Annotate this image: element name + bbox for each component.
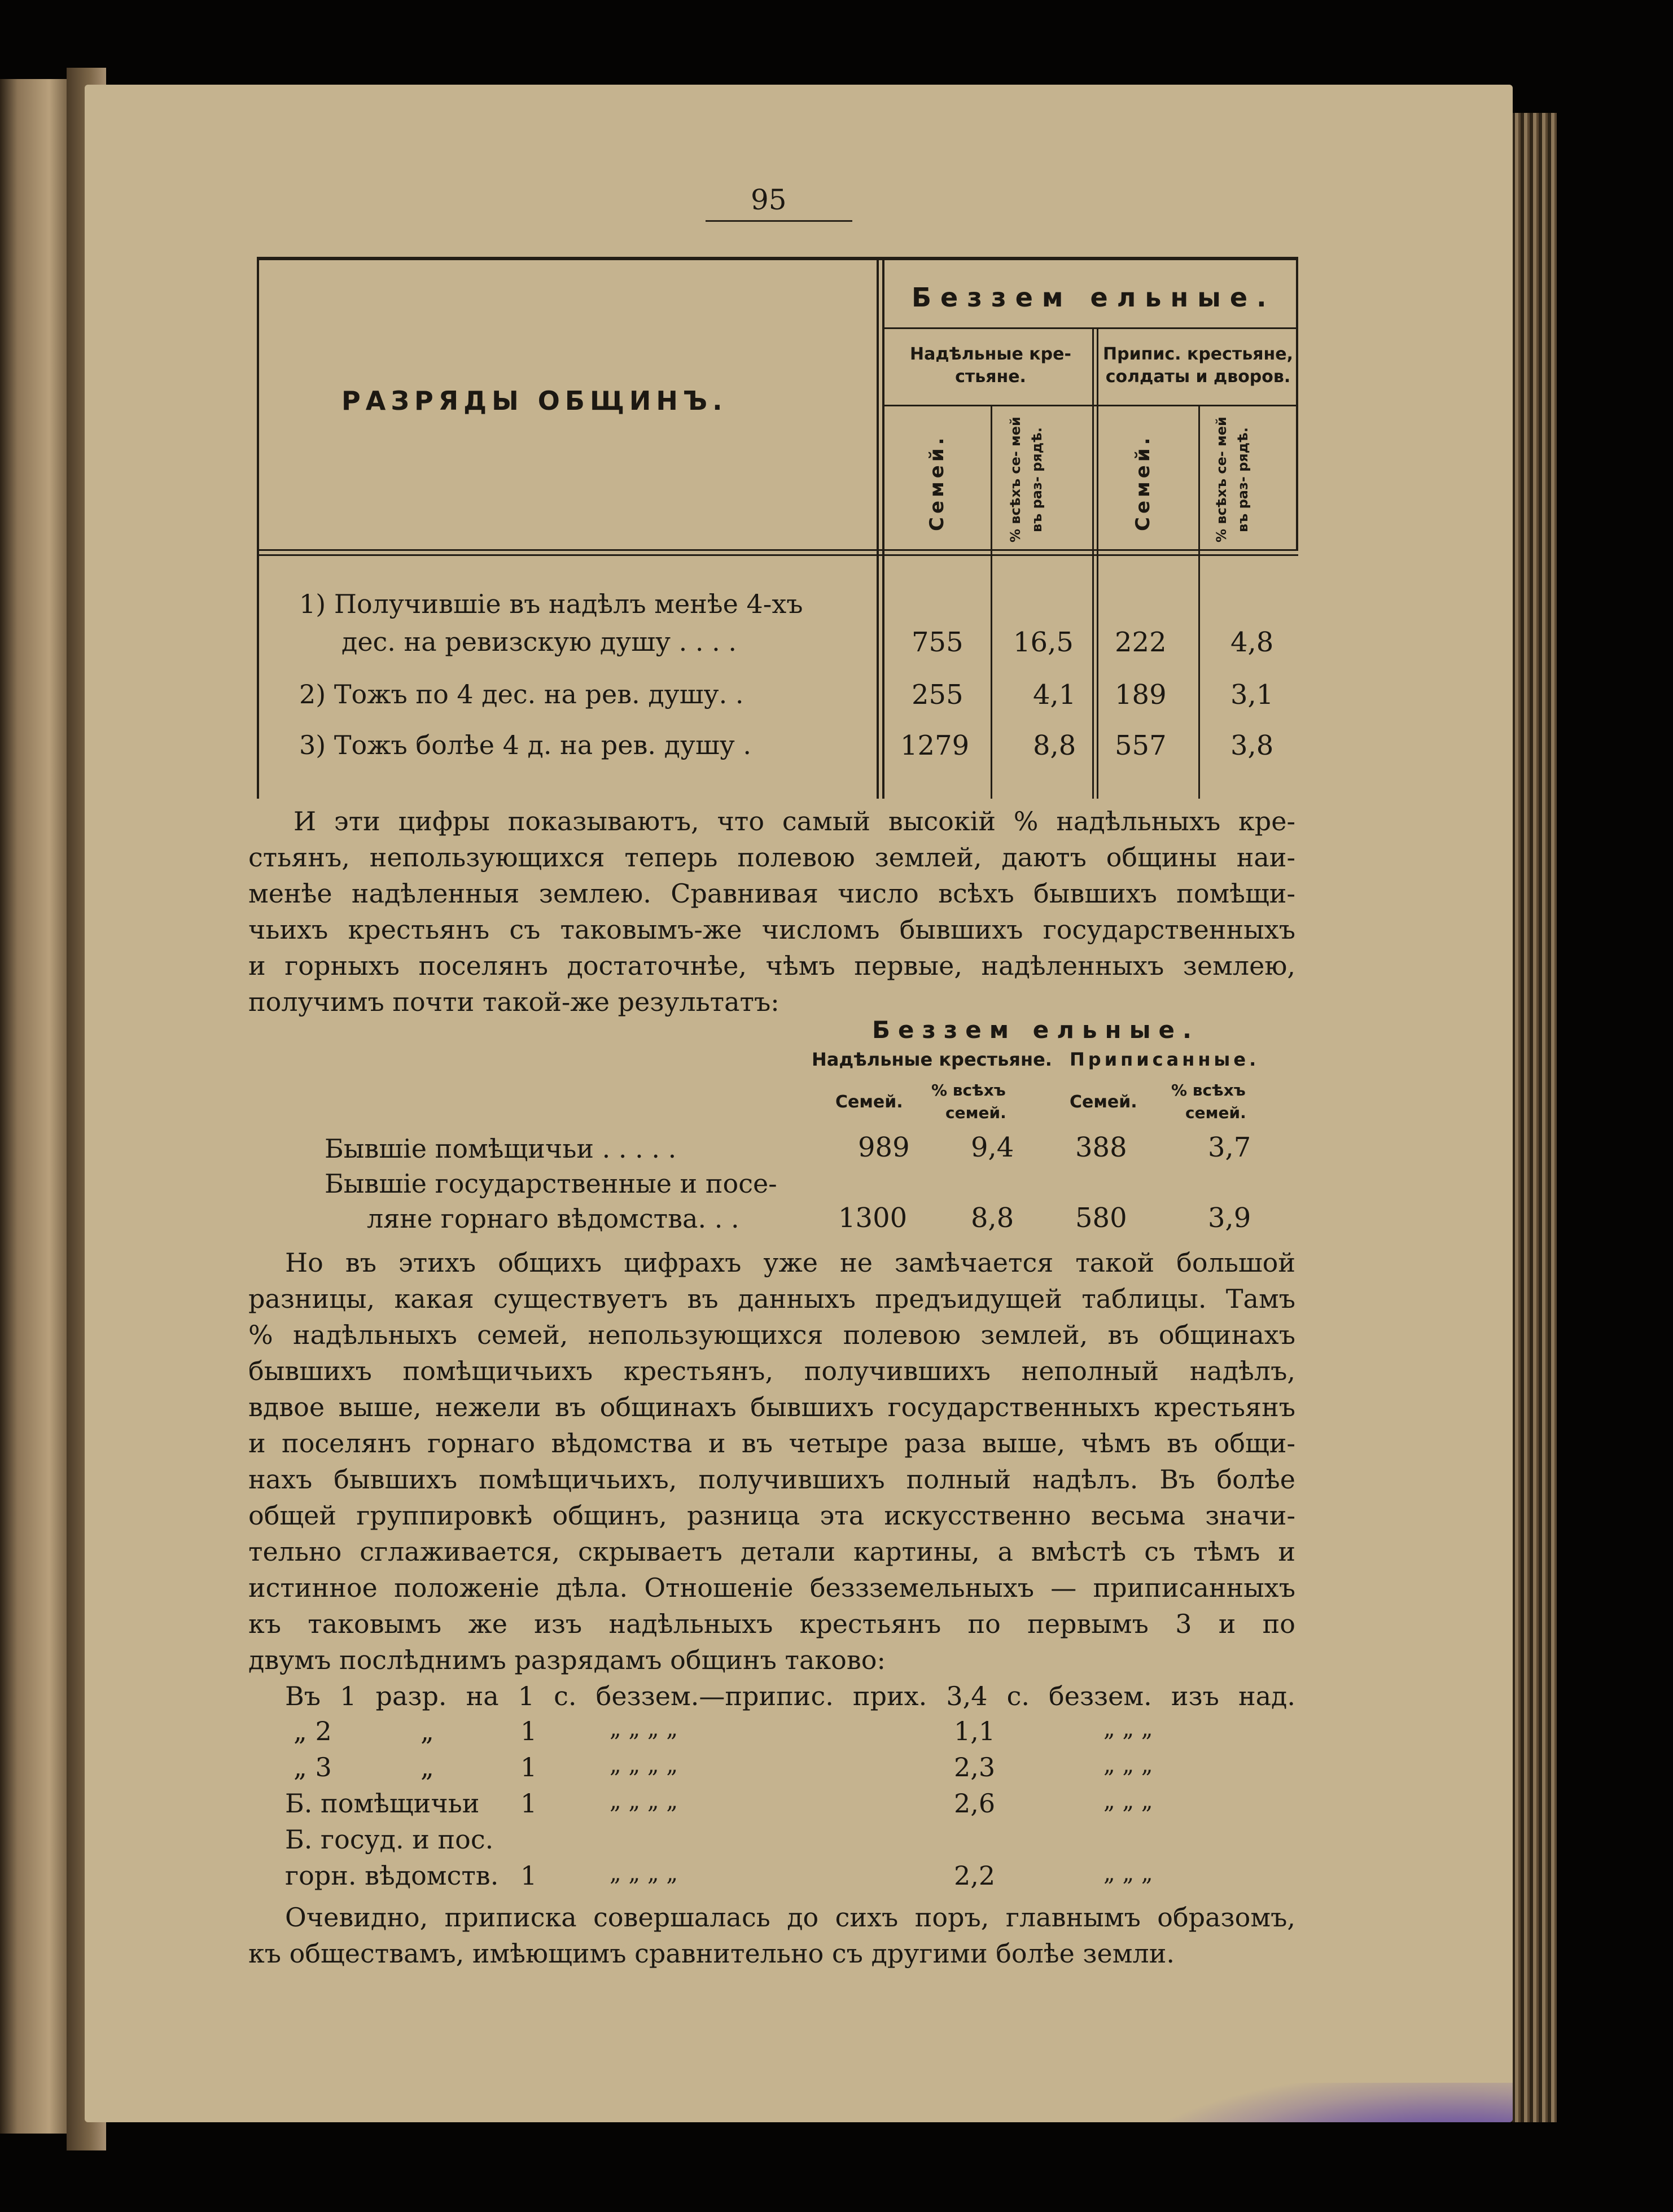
row3-families-2: 557 [1115, 730, 1167, 761]
row3-families-1: 1279 [900, 730, 970, 761]
table2-row1-p2: 3,7 [1208, 1132, 1251, 1163]
ratio-row1-a: „ 2 [294, 1716, 332, 1746]
col-rule-b [1198, 405, 1200, 799]
ratio-row1-d: „ „ „ „ [610, 1716, 678, 1742]
row1-label: 1) Получившіе въ надѣлъ менѣе 4-хъ [299, 589, 803, 619]
table2-col-percent-1b: семей. [945, 1103, 1006, 1122]
para2-line8: общей группировкѣ общинъ, разница эта искусственно весьма значи- [248, 1500, 1295, 1531]
table-col-rule [877, 257, 879, 799]
table2-col-families-2: Семей. [1070, 1092, 1137, 1112]
sub-header-allotted-2: стьяне. [955, 367, 1026, 387]
col-families-1: Семей. [926, 434, 948, 531]
subgroup-rule-2 [1097, 327, 1098, 799]
ratio-row5-d: „ „ „ „ [610, 1860, 678, 1886]
table2-row2-p2: 3,9 [1208, 1202, 1251, 1234]
sub-header-ascribed-2: солдаты и дворов. [1105, 367, 1291, 387]
para1-line5: и горныхъ поселянъ достаточнѣе, чѣмъ первые, надѣленныхъ землею, [248, 950, 1295, 981]
table2-sub2: Приписанные. [1070, 1049, 1260, 1070]
table2-row1-label: Бывшіе помѣщичьи . . . . . [325, 1133, 677, 1164]
page-number-rule [706, 220, 852, 222]
row1-families-2: 222 [1115, 627, 1167, 658]
ratio-row2-e: „ „ „ [1103, 1752, 1153, 1778]
para2-line7: нахъ бывшихъ помѣщичьихъ, получившихъ полный надѣлъ. Въ болѣе [248, 1464, 1295, 1495]
para2-line4: бывшихъ помѣщичьихъ крестьянъ, получившихъ неполный надѣлъ, [248, 1356, 1295, 1386]
para3-line2: къ обществамъ, имѣющимъ сравнительно съ другими болѣе земли. [248, 1938, 1175, 1969]
page-number: 95 [751, 183, 787, 216]
table2-col-percent-2a: % всѣхъ [1171, 1081, 1246, 1100]
table2-row2-p1: 8,8 [971, 1202, 1014, 1234]
table2-col-percent-1a: % всѣхъ [931, 1081, 1006, 1100]
para1-line6: получимъ почти такой-же результатъ: [248, 987, 779, 1017]
ratio-row1-c: 1 [520, 1716, 537, 1746]
ratio-row5-a: горн. вѣдомств. [285, 1860, 499, 1891]
row2-families-2: 189 [1115, 679, 1167, 711]
table2-row2-v1: 1300 [838, 1202, 908, 1234]
group-header: Беззем ельные. [912, 282, 1276, 313]
subgroup-bottom-rule [883, 405, 1298, 406]
para1-line2: стьянъ, непользующихся теперь полевою землей, даютъ общины наи- [248, 842, 1295, 873]
table-left-rule [257, 257, 259, 799]
table2-group-header: Беззем ельные. [872, 1016, 1199, 1044]
para2-line3: % надѣльныхъ семей, непользующихся полевою землей, въ общинахъ [248, 1320, 1295, 1350]
para1-line1: И эти цифры показываютъ, что самый высокій % надѣльныхъ кре- [294, 806, 1295, 836]
table2-col-families-1: Семей. [835, 1092, 903, 1112]
table2-col-percent-2b: семей. [1185, 1103, 1246, 1122]
ratio-row3-e: „ „ „ [1103, 1788, 1153, 1814]
table2-sub1: Надѣльные крестьяне. [812, 1049, 1052, 1070]
row2-families-1: 255 [912, 679, 963, 711]
para2-line10: истинное положеніе дѣла. Отношеніе беззземельныхъ — приписанныхъ [248, 1573, 1295, 1603]
ratio-row3-a: Б. помѣщичьи [285, 1788, 480, 1819]
ratio-row2-v: 2,3 [954, 1752, 996, 1782]
subgroup-rule [1092, 327, 1094, 799]
ratio-head: Въ 1 разр. на 1 с. беззем.—припис. прих. 3,4 с. беззем. изъ над. [285, 1681, 1295, 1711]
row3-percent-2: 3,8 [1230, 730, 1274, 761]
ratio-row3-v: 2,6 [954, 1788, 996, 1819]
para2-line5: вдвое выше, нежели въ общинахъ бывшихъ государственныхъ крестьянъ [248, 1392, 1295, 1422]
para2-line12: двумъ послѣднимъ разрядамъ общинъ таково: [248, 1645, 886, 1675]
table-col-rule-2 [882, 257, 884, 799]
table2-row2-v2: 580 [1075, 1202, 1127, 1234]
left-page-edge [0, 79, 71, 2134]
col-percent-1: % всѣхъ се- мей въ раз- рядѣ. [1008, 417, 1045, 543]
row1-families-1: 755 [912, 627, 963, 658]
ratio-row2-b: „ [421, 1752, 434, 1782]
row2-percent-2: 3,1 [1230, 679, 1274, 711]
table2-row1-p1: 9,4 [971, 1132, 1014, 1163]
para2-line6: и поселянъ горнаго вѣдомства и въ четыре раза выше, чѣмъ въ общи- [248, 1428, 1295, 1458]
col-percent-2: % всѣхъ се- мей въ раз- рядѣ. [1214, 417, 1251, 543]
para3-line1: Очевидно, приписка совершалась до сихъ поръ, главнымъ образомъ, [285, 1902, 1295, 1933]
ratio-row1-e: „ „ „ [1103, 1716, 1153, 1742]
ratio-row2-d: „ „ „ „ [610, 1752, 678, 1778]
row3-label: 3) Тожъ болѣе 4 д. на рев. душу . [299, 730, 752, 760]
ratio-row3-d: „ „ „ „ [610, 1788, 678, 1814]
col-rule-a [991, 405, 992, 799]
ratio-row1-v: 1,1 [954, 1716, 996, 1746]
table2-row2-label-cont: ляне горнаго вѣдомства. . . [367, 1203, 739, 1234]
ink-stain [1146, 2083, 1513, 2122]
row2-percent-1: 4,1 [1033, 679, 1076, 711]
ratio-row3-c: 1 [520, 1788, 537, 1819]
ratio-row1-b: „ [421, 1716, 434, 1746]
para2-line9: тельно сглаживается, скрываетъ детали картины, а вмѣстѣ съ тѣмъ и [248, 1536, 1295, 1567]
para2-line11: къ таковымъ же изъ надѣльныхъ крестьянъ по первымъ 3 и по [248, 1609, 1295, 1639]
table-right-rule [1296, 257, 1298, 550]
sub-header-ascribed-1: Припис. крестьяне, [1102, 344, 1294, 364]
table-top-rule [257, 257, 1298, 260]
row1-percent-1: 16,5 [1013, 627, 1074, 658]
table2-row2-label: Бывшіе государственные и посе- [325, 1168, 777, 1199]
ratio-row2-c: 1 [520, 1752, 537, 1782]
sub-header-allotted-1: Надѣльные кре- [910, 344, 1071, 364]
table2-row1-v1: 989 [858, 1132, 910, 1163]
page-stack-edge [1512, 113, 1557, 2122]
col-families-2: Семей. [1132, 434, 1154, 531]
row1-percent-2: 4,8 [1230, 627, 1274, 658]
row1-label-cont: дес. на ревизскую душу . . . . [341, 627, 737, 657]
row3-percent-1: 8,8 [1033, 730, 1076, 761]
row2-label: 2) Тожъ по 4 дес. на рев. душу. . [299, 679, 744, 709]
table-header-rule-2 [257, 554, 1298, 556]
para1-line3: менѣе надѣленныя землею. Сравнивая число всѣхъ бывшихъ помѣщи- [248, 878, 1295, 909]
table-communes [257, 257, 1298, 799]
ratio-row5-v: 2,2 [954, 1860, 996, 1891]
para2-line1: Но въ этихъ общихъ цифрахъ уже не замѣчается такой большой [285, 1247, 1295, 1278]
ratio-row5-c: 1 [520, 1860, 537, 1891]
table-header-rule [257, 549, 1298, 551]
stub-header: РАЗРЯДЫ ОБЩИНЪ. [341, 386, 728, 416]
table2-row1-v2: 388 [1075, 1132, 1127, 1163]
para1-line4: чьихъ крестьянъ съ таковымъ-же числомъ бывшихъ государственныхъ [248, 914, 1295, 945]
para2-line2: разницы, какая существуетъ въ данныхъ предъидущей таблицы. Тамъ [248, 1284, 1295, 1314]
group-rule [883, 327, 1298, 329]
ratio-row2-a: „ 3 [294, 1752, 332, 1782]
ratio-row4-a: Б. госуд. и пос. [285, 1824, 494, 1855]
ratio-row5-e: „ „ „ [1103, 1860, 1153, 1886]
